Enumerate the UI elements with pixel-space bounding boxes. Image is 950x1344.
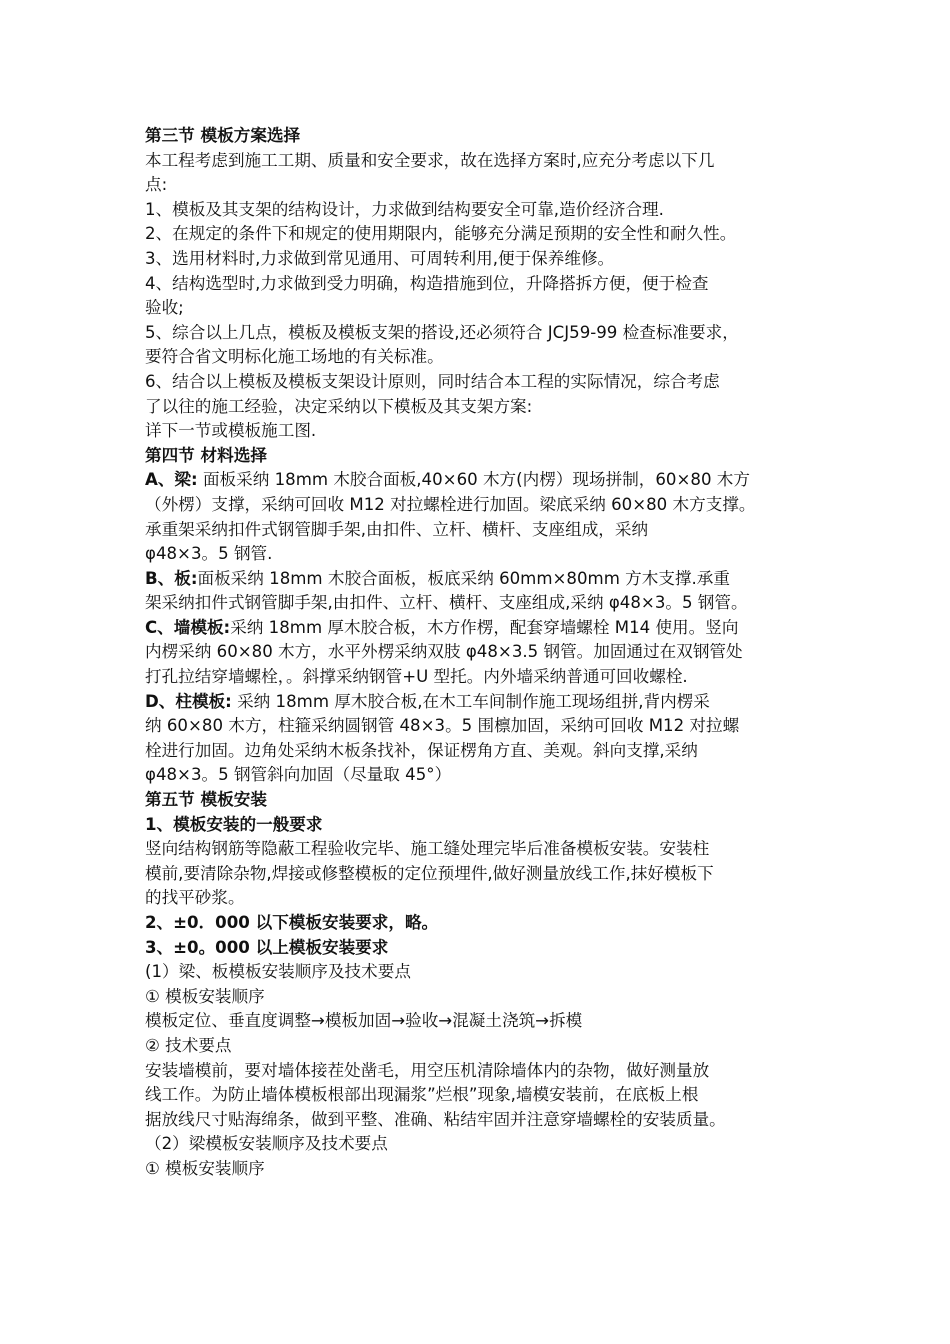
text-line [145, 419, 830, 444]
text-run: 安装墙模前，要对墙体接茬处凿毛，用空压机清除墙体内的杂物，做好测量放 [145, 1060, 710, 1080]
text-line [145, 960, 830, 985]
bold-text-run: D、柱模板: [145, 691, 232, 711]
text-line [145, 690, 830, 715]
bold-text-run: 第四节 材料选择 [145, 445, 267, 465]
text-line [145, 1009, 830, 1034]
text-line [145, 1132, 830, 1157]
text-run: （2）梁模板安装顺序及技术要点 [145, 1134, 388, 1154]
text-line [145, 714, 830, 739]
bold-text-run: 2、±0．000 以下模板安装要求，略。 [145, 913, 439, 932]
text-line [145, 542, 830, 567]
text-line [145, 149, 830, 174]
text-line [145, 616, 830, 641]
text-line [145, 345, 830, 370]
text-run: φ48×3。5 钢管. [145, 544, 273, 564]
text-run: 打孔拉结穿墙螺栓，。斜撑采纳钢管+U 型托。内外墙采纳普通可回收螺栓. [145, 667, 688, 687]
text-run: 的找平砂浆。 [145, 888, 245, 908]
text-line [145, 468, 830, 493]
text-run: 采纳 18mm 厚木胶合板,在木工车间制作施工现场组拼,背内楞采 [231, 691, 710, 711]
text-line [145, 788, 830, 813]
text-line [145, 518, 830, 543]
text-run: 点: [145, 175, 168, 195]
text-line [145, 198, 830, 223]
text-run: 2、在规定的条件下和规定的使用期限内，能够充分满足预期的安全性和耐久性。 [145, 224, 737, 244]
text-run: 要符合省文明标化施工场地的有关标准。 [145, 347, 444, 367]
bold-text-run: B、板: [145, 568, 198, 588]
bold-text-run: 1、模板安装的一般要求 [145, 814, 323, 834]
text-line [145, 395, 830, 420]
text-run: 面板采纳 18mm 木胶合面板,40×60 木方(内楞）现场拼制，60×80 木方 [197, 470, 750, 490]
text-line [145, 493, 830, 518]
text-run: 线工作。为防止墙体模板根部出现漏浆”烂根”现象,墙模安装前，在底板上根 [145, 1085, 699, 1105]
text-run: 1、模板及其支架的结构设计，力求做到结构要安全可靠,造价经济合理. [145, 199, 664, 219]
text-run: 竖向结构钢筋等隐蔽工程验收完毕、施工缝处理完毕后准备模板安装。安装柱 [145, 839, 710, 859]
text-run: 6、结合以上模板及模板支架设计原则，同时结合本工程的实际情况，综合考虑 [145, 371, 720, 391]
text-line [145, 739, 830, 764]
text-line [145, 567, 830, 592]
text-line [145, 296, 830, 321]
text-line [145, 370, 830, 395]
text-line [145, 591, 830, 616]
text-run: 4、结构选型时,力求做到受力明确，构造措施到位，升降搭拆方便，便于检查 [145, 273, 709, 293]
text-line [145, 911, 830, 936]
text-run: 面板采纳 18mm 木胶合面板，板底采纳 60mm×80mm 方木支撑.承重 [197, 568, 730, 588]
text-line [145, 665, 830, 690]
text-line [145, 1059, 830, 1084]
text-run: 本工程考虑到施工工期、质量和安全要求，故在选择方案时,应充分考虑以下几 [145, 150, 715, 170]
text-line [145, 1083, 830, 1108]
text-line [145, 1108, 830, 1133]
text-run: 内楞采纳 60×80 木方，水平外楞采纳双肢 φ48×3.5 钢管。加固通过在双钢管处 [145, 642, 743, 662]
text-run: φ48×3。5 钢管斜向加固（尽量取 45°） [145, 765, 452, 785]
text-line [145, 444, 830, 469]
text-line [145, 247, 830, 272]
text-run: (1）梁、板模板安装顺序及技术要点 [145, 962, 411, 982]
text-line [145, 272, 830, 297]
text-run: 据放线尺寸贴海绵条，做到平整、准确、粘结牢固并注意穿墙螺栓的安装质量。 [145, 1109, 726, 1129]
text-run: ② 技术要点 [145, 1035, 232, 1055]
text-run: 了以往的施工经验，决定采纳以下模板及其支架方案: [145, 396, 533, 416]
text-line [145, 124, 830, 149]
text-run: 架采纳扣件式钢管脚手架,由扣件、立杆、横杆、支座组成,采纳 φ48×3。5 钢管。 [145, 593, 748, 613]
text-run: 栓进行加固。边角处采纳木板条找补，保证楞角方直、美观。斜向支撑,采纳 [145, 740, 698, 760]
text-run: 承重架采纳扣件式钢管脚手架,由扣件、立杆、横杆、支座组成，采纳 [145, 519, 649, 539]
text-run: 验收; [145, 298, 184, 318]
text-line [145, 936, 830, 961]
text-run: 3、选用材料时,力求做到常见通用、可周转利用,便于保养维修。 [145, 248, 615, 268]
text-run: （外楞）支撑，采纳可回收 M12 对拉螺栓进行加固。梁底采纳 60×80 木方支撑。 [145, 494, 756, 514]
bold-text-run: 3、±0。000 以上模板安装要求 [145, 937, 389, 957]
text-line [145, 985, 830, 1010]
text-line [145, 763, 830, 788]
text-run: ① 模板安装顺序 [145, 986, 265, 1006]
text-line [145, 321, 830, 346]
text-line [145, 173, 830, 198]
text-run: 详下一节或模板施工图. [145, 421, 317, 441]
text-run: 5、综合以上几点，模板及模板支架的搭设,还必须符合 JCJ59-99 检查标准要求， [145, 322, 739, 342]
text-line [145, 886, 830, 911]
text-line [145, 813, 830, 838]
text-line [145, 1157, 830, 1182]
document-body [145, 124, 830, 1182]
bold-text-run: C、墙模板: [145, 617, 231, 637]
text-line [145, 837, 830, 862]
bold-text-run: 第三节 模板方案选择 [145, 126, 301, 145]
bold-text-run: 第五节 模板安装 [145, 790, 267, 810]
text-run: 采纳 18mm 厚木胶合板，木方作楞，配套穿墙螺栓 M14 使用。竖向 [230, 617, 739, 637]
text-run: ① 模板安装顺序 [145, 1158, 265, 1178]
text-run: 模前,要清除杂物,焊接或修整模板的定位预埋件,做好测量放线工作,抹好模板下 [145, 863, 714, 883]
bold-text-run: A、梁: [145, 470, 198, 490]
text-line [145, 862, 830, 887]
text-line [145, 222, 830, 247]
text-run: 纳 60×80 木方，柱箍采纳圆钢管 48×3。5 围檩加固，采纳可回收 M12 对拉螺 [145, 716, 740, 736]
text-line [145, 1034, 830, 1059]
text-line [145, 640, 830, 665]
text-run: 模板定位、垂直度调整→模板加固→验收→混凝土浇筑→拆模 [145, 1011, 583, 1031]
